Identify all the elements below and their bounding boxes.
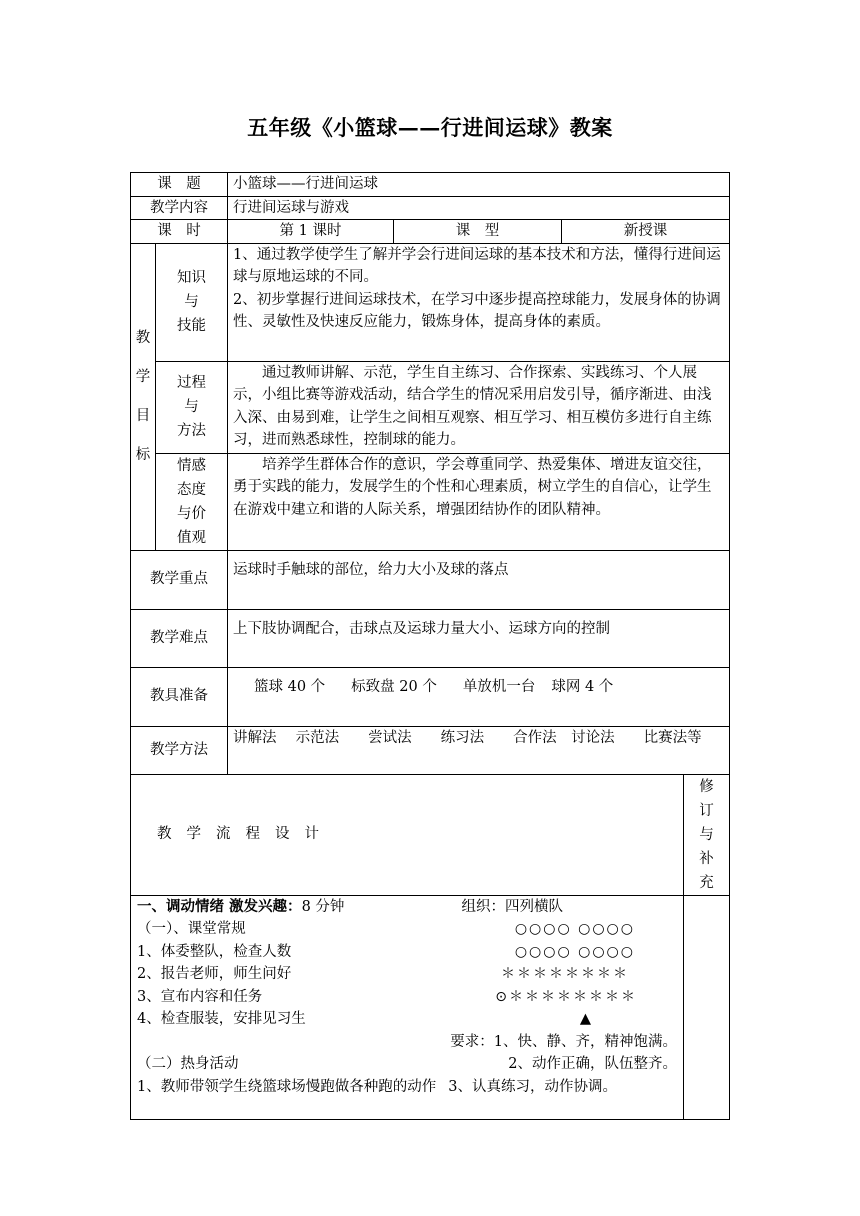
warmup-title: （二）热身活动 [137, 1056, 239, 1072]
emotion-label-line: 与价 [177, 505, 206, 522]
formation-row: ＊＊＊＊＊＊＊＊ [501, 966, 629, 982]
equipment-item: 球网 4 个 [551, 678, 614, 695]
warmup-paragraph [137, 1076, 677, 1099]
warmup-step: 1、教师带领学生绕篮球场慢跑做各种跑的动作 [137, 1078, 437, 1095]
key-point-label: 教学重点 [131, 550, 228, 609]
knowledge-label-line: 知识 [177, 270, 206, 286]
topic-label: 课 题 [131, 173, 228, 197]
knowledge-text-1: 1、通过教学使学生了解并学会行进间运球的基本技术和方法，懂得行进间运球与原地运球的不同。 [233, 246, 721, 285]
hours-row [131, 220, 730, 244]
formation-row: ⊙＊＊＊＊＊＊＊＊ [495, 988, 637, 1005]
revision-char: 充 [699, 874, 714, 891]
lesson-plan-table [130, 172, 730, 1120]
revision-header [684, 774, 730, 895]
flow-header-row [131, 774, 730, 895]
requirement2: 2、动作正确，队伍整齐。 [508, 1056, 677, 1072]
step-item: 2、报告老师，师生问好 [137, 966, 292, 982]
routine-line [137, 918, 677, 941]
content-value: 行进间运球与游戏 [228, 196, 730, 220]
section1-org: 组织：四列横队 [461, 898, 563, 915]
step2-line [137, 963, 677, 986]
flow-header: 教学流程设计 [131, 774, 684, 895]
hours-label: 课 时 [131, 220, 228, 244]
equipment-list [228, 667, 730, 726]
requirement1: 要求：1、快、静、齐，精神饱满。 [450, 1033, 677, 1050]
equipment-label: 教具准备 [131, 667, 228, 726]
process-label-line: 与 [184, 399, 199, 415]
revision-char: 补 [699, 850, 714, 867]
section1-time: 8 分钟 [301, 898, 345, 915]
methods-label: 教学方法 [131, 726, 228, 774]
revision-char: 与 [699, 826, 714, 843]
objectives-label [131, 243, 156, 550]
routine-title: （一）、课堂常规 [137, 921, 246, 937]
objective-knowledge-row [131, 243, 730, 361]
knowledge-label-line: 技能 [177, 318, 206, 334]
content-label: 教学内容 [131, 196, 228, 220]
emotion-text: 培养学生群体合作的意识，学会尊重同学、热爱集体、增进友谊交往，勇于实践的能力，发展学生的个性和心理素质，树立学生的自信心，让学生在游戏中建立和谐的人际关系，增强团结协作的团队精神。 [228, 453, 730, 550]
page-title: 五年级《小篮球——行进间运球》教案 [247, 115, 613, 140]
key-point-text: 运球时手触球的部位，给力大小及球的落点 [228, 550, 730, 609]
requirement3: 3、认真练习，动作协调。 [448, 1078, 617, 1095]
step-item: 1、体委整队，检查人数 [137, 943, 292, 960]
warmup-line [137, 1053, 677, 1076]
methods-text: 讲解法 示范法 尝试法 练习法 合作法 讨论法 比赛法等 [228, 726, 730, 774]
difficulty-row [131, 609, 730, 667]
objectives-char: 标 [135, 446, 151, 463]
hours-value: 第 1 课时 [228, 220, 394, 244]
process-text: 通过教师讲解、示范，学生自主练习、合作探索、实践练习、个人展示，小组比赛等游戏活动，结合学生的情况采用启发引导，循序渐进、由浅入深、由易到难，让学生之间相互观察、相互学习、相互模仿多进行自主练习，进而熟悉球性，控制球的能力。 [228, 361, 730, 453]
revision-cell [684, 895, 730, 1119]
emotion-label-line: 态度 [177, 481, 206, 498]
objectives-char: 目 [135, 407, 151, 424]
teacher-marker: ▲ [579, 1011, 591, 1027]
knowledge-label-line: 与 [184, 294, 199, 310]
process-label-line: 方法 [177, 423, 206, 439]
section1-title: 一、调动情绪 激发兴趣： [137, 897, 302, 915]
objective-process-row [131, 361, 730, 453]
revision-char: 订 [699, 802, 714, 819]
formation-row: ○○○○ ○○○○ [514, 943, 635, 960]
knowledge-text [228, 243, 730, 361]
methods-row [131, 726, 730, 774]
objectives-char: 学 [135, 368, 151, 385]
equipment-row [131, 667, 730, 726]
flow-content [131, 895, 684, 1119]
process-label-line: 过程 [177, 375, 206, 391]
knowledge-label [156, 243, 228, 361]
emotion-label-line: 值观 [177, 529, 206, 546]
knowledge-text-2: 2、初步掌握行进间运球技术，在学习中逐步提高控球能力，发展身体的协调性、灵敏性及快速反应能力，锻炼身体，提高身体的素质。 [233, 291, 721, 330]
objectives-char: 教 [135, 329, 151, 346]
step3-line [137, 986, 677, 1009]
difficulty-text: 上下肢协调配合，击球点及运球力量大小、运球方向的控制 [228, 609, 730, 667]
process-label [156, 361, 228, 453]
topic-value: 小篮球——行进间运球 [228, 173, 730, 197]
step4-line [137, 1008, 677, 1031]
flow-content-row [131, 895, 730, 1119]
difficulty-label: 教学难点 [131, 609, 228, 667]
step-item: 3、宣布内容和任务 [137, 988, 263, 1005]
emotion-label [156, 453, 228, 550]
step-item: 4、检查服装，安排见习生 [137, 1011, 306, 1027]
section1-line [137, 896, 677, 919]
type-value: 新授课 [562, 220, 730, 244]
objective-emotion-row [131, 453, 730, 550]
topic-row [131, 173, 730, 197]
revision-char: 修 [699, 778, 714, 795]
formation-row: ○○○○ ○○○○ [514, 921, 635, 937]
emotion-label-line: 情感 [177, 457, 206, 474]
content-row [131, 196, 730, 220]
equipment-item: 单放机一台 [462, 678, 536, 695]
equipment-item: 篮球 40 个 [254, 678, 326, 695]
step1-line [137, 941, 677, 964]
key-point-row [131, 550, 730, 609]
equipment-item: 标致盘 20 个 [351, 678, 437, 695]
type-label: 课 型 [394, 220, 562, 244]
